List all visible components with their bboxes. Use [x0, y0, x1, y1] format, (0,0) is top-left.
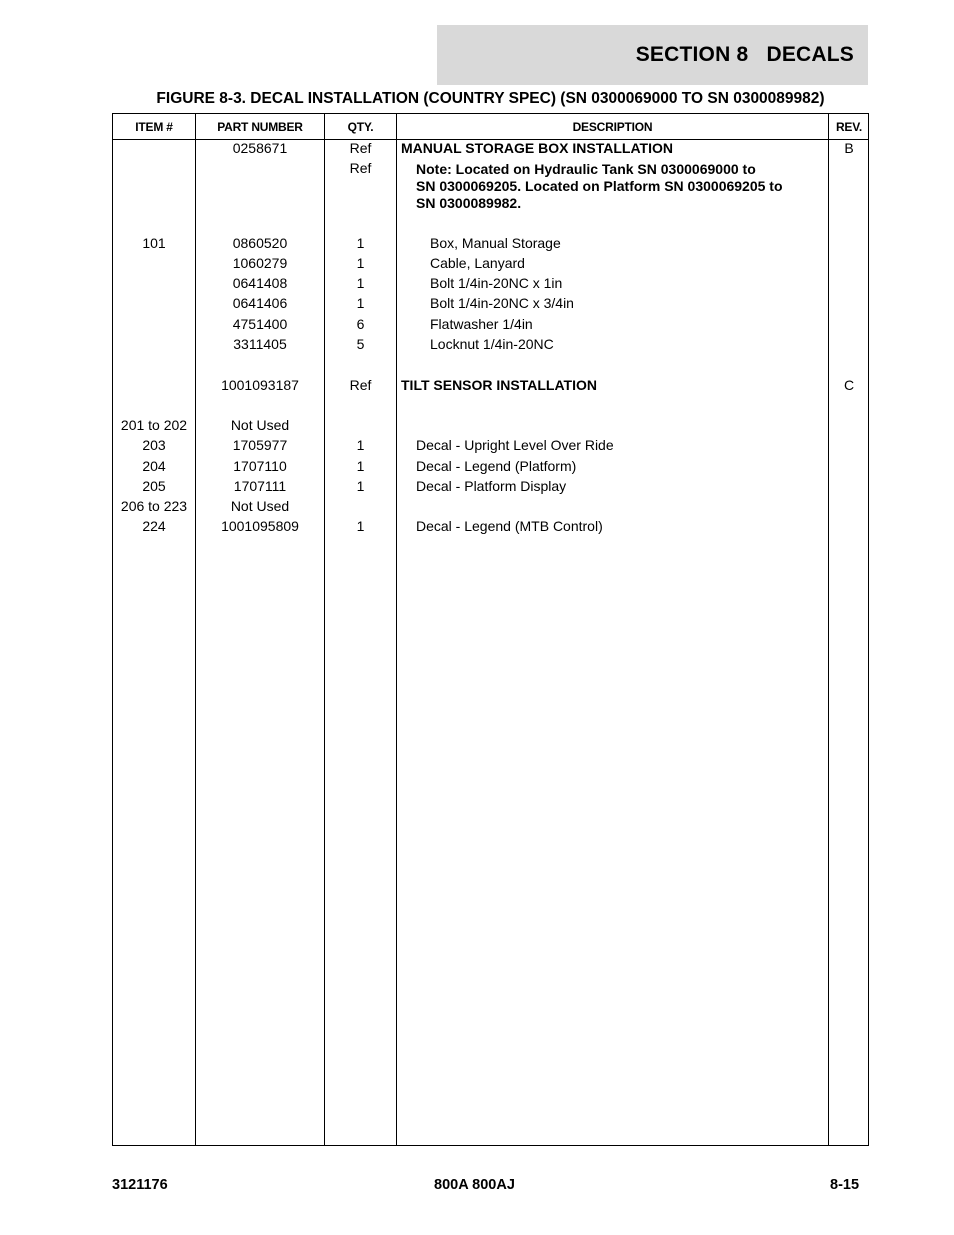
item-number: 201 to 202 [120, 417, 188, 433]
description: Decal - Upright Level Over Ride [416, 437, 614, 453]
description: Bolt 1/4in-20NC x 1in [430, 275, 563, 291]
quantity: 1 [356, 478, 365, 494]
table-row [113, 316, 870, 336]
item-number: 203 [142, 437, 166, 453]
part-number: 0860520 [232, 235, 288, 251]
quantity: 1 [356, 255, 365, 271]
part-number: 3311405 [233, 336, 287, 352]
table-row [113, 140, 870, 160]
footer-document-number: 3121176 [112, 1177, 168, 1193]
part-number: 0258671 [232, 140, 288, 156]
description: MANUAL STORAGE BOX INSTALLATION [401, 140, 673, 156]
description: TILT SENSOR INSTALLATION [401, 377, 597, 393]
table-row [113, 336, 870, 356]
column-header-description: DESCRIPTION [572, 119, 653, 134]
revision: C [843, 377, 855, 393]
footer-page-number: 8-15 [830, 1177, 860, 1193]
item-number: 205 [142, 478, 166, 494]
description: Decal - Legend (MTB Control) [416, 518, 603, 534]
part-number: 1707110 [233, 458, 287, 474]
description: Locknut 1/4in-20NC [430, 336, 554, 352]
description: Cable, Lanyard [430, 255, 525, 271]
part-number: 1705977 [232, 437, 288, 453]
table-row [113, 275, 870, 295]
note-line: SN 0300069205. Located on Platform SN 0300069205 to [416, 178, 783, 194]
part-number: 0641406 [232, 295, 288, 311]
part-number: 0641408 [232, 275, 288, 291]
table-row [113, 518, 870, 538]
description: Bolt 1/4in-20NC x 3/4in [430, 295, 574, 311]
part-number: Not Used [230, 417, 290, 433]
quantity: 6 [356, 316, 365, 332]
quantity: Ref [349, 377, 372, 393]
quantity: 1 [356, 275, 365, 291]
section-title: SECTION 8 DECALS [635, 43, 854, 66]
table-row [113, 417, 870, 437]
footer-model: 800A 800AJ [434, 1177, 515, 1193]
part-number: 1060279 [232, 255, 288, 271]
column-header-item: ITEM # [135, 119, 173, 134]
table-row [113, 255, 870, 275]
quantity: 1 [356, 235, 365, 251]
description: Decal - Platform Display [416, 478, 567, 494]
quantity: 5 [356, 336, 365, 352]
description: Flatwasher 1/4in [430, 316, 533, 332]
quantity: 1 [356, 458, 365, 474]
parts-table [112, 113, 869, 1146]
item-number: 224 [142, 518, 166, 534]
table-row [113, 437, 870, 457]
quantity: Ref [349, 160, 372, 176]
note-text [416, 161, 826, 212]
section-header [437, 25, 868, 85]
quantity: Ref [349, 140, 372, 156]
table-row [113, 235, 870, 255]
part-number: 1001095809 [221, 518, 299, 534]
part-number: Not Used [230, 498, 290, 514]
table-row [113, 295, 870, 315]
quantity: 1 [356, 437, 365, 453]
part-number: 1707111 [233, 478, 287, 494]
table-row [113, 478, 870, 498]
description: Box, Manual Storage [430, 235, 561, 251]
item-number: 206 to 223 [120, 498, 188, 514]
column-header-part-number: PART NUMBER [217, 119, 303, 134]
item-number: 101 [142, 235, 166, 251]
figure-title: FIGURE 8-3. DECAL INSTALLATION (COUNTRY SPEC) (SN 0300069000 TO SN 0300089982) [156, 90, 825, 107]
part-number: 4751400 [232, 316, 288, 332]
part-number: 1001093187 [221, 377, 299, 393]
item-number: 204 [142, 458, 166, 474]
column-header-rev: REV. [835, 119, 863, 134]
quantity: 1 [356, 518, 365, 534]
description: Decal - Legend (Platform) [416, 458, 577, 474]
column-header-qty: QTY. [347, 119, 374, 134]
revision: B [844, 140, 854, 156]
table-row [113, 458, 870, 478]
note-line: SN 0300089982. [416, 195, 522, 211]
quantity: 1 [356, 295, 365, 311]
table-row [113, 377, 870, 397]
table-row [113, 498, 870, 518]
note-line: Note: Located on Hydraulic Tank SN 0300069000 to [416, 161, 756, 177]
